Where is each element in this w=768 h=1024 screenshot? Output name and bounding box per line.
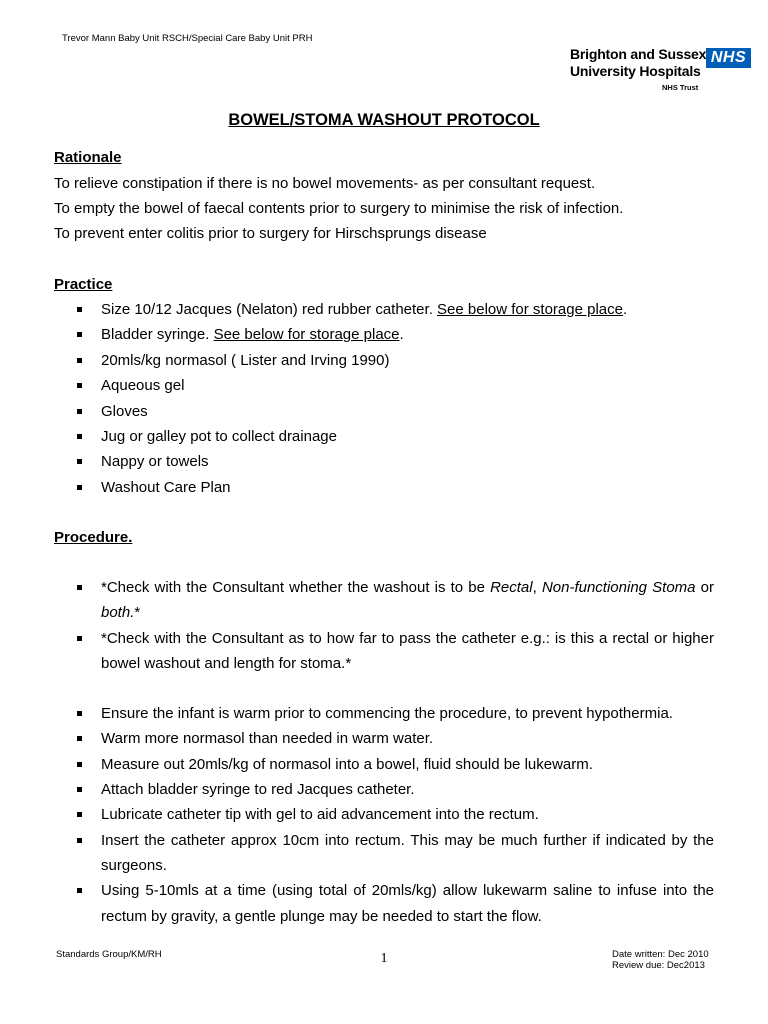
list-item: *Check with the Consultant as to how far to pass the catheter e.g.: is this a rectal or higher bowel washout and length for stoma.*: [0, 626, 714, 677]
document-header: Trevor Mann Baby Unit RSCH/Special Care Baby Unit PRH: [62, 33, 313, 44]
logo-line-1: Brighton and Sussex: [570, 46, 707, 62]
page-title: BOWEL/STOMA WASHOUT PROTOCOL: [228, 111, 540, 129]
practice-list: [0, 297, 627, 500]
list-item: Warm more normasol than needed in warm water.: [0, 726, 714, 751]
procedure-heading: Procedure.: [54, 529, 133, 546]
logo-line-2: University Hospitals: [570, 63, 701, 79]
list-item: Measure out 20mls/kg of normasol into a bowel, fluid should be lukewarm.: [0, 752, 714, 777]
review-due: Review due: Dec2013: [612, 960, 705, 971]
list-item: Gloves: [0, 399, 627, 424]
rationale-line: To relieve constipation if there is no bowel movements- as per consultant request.: [54, 175, 596, 192]
list-item: Washout Care Plan: [0, 475, 627, 500]
procedure-list: [0, 575, 714, 929]
footer-dates: [612, 949, 709, 971]
list-item: Size 10/12 Jacques (Nelaton) red rubber catheter. See below for storage place.: [0, 297, 627, 322]
list-item: Using 5-10mls at a time (using total of 20mls/kg) allow lukewarm saline to infuse into the rectum by gravity, a gentle plunge may be needed to start the flow.: [0, 878, 714, 929]
list-item: Ensure the infant is warm prior to commencing the procedure, to prevent hypothermia.: [0, 701, 714, 726]
list-item: Nappy or towels: [0, 449, 627, 474]
storage-link[interactable]: See below for storage place: [437, 301, 623, 318]
rationale-line: To empty the bowel of faecal contents prior to surgery to minimise the risk of infection.: [54, 200, 624, 217]
list-item: Bladder syringe. See below for storage place.: [0, 322, 627, 347]
list-item: Insert the catheter approx 10cm into rectum. This may be much further if indicated by the surgeons.: [0, 828, 714, 879]
list-item: *Check with the Consultant whether the washout is to be Rectal, Non-functioning Stoma or both.*: [0, 575, 714, 626]
rationale-heading: Rationale: [54, 149, 122, 166]
date-written: Date written: Dec 2010: [612, 949, 709, 960]
list-item: Lubricate catheter tip with gel to aid advancement into the rectum.: [0, 802, 714, 827]
practice-heading: Practice: [54, 276, 113, 293]
list-item: 20mls/kg normasol ( Lister and Irving 1990): [0, 348, 627, 373]
list-item: Jug or galley pot to collect drainage: [0, 424, 627, 449]
footer-author: Standards Group/KM/RH: [56, 949, 162, 960]
nhs-logo-icon: NHS: [706, 48, 751, 68]
list-item: Aqueous gel: [0, 373, 627, 398]
page-number: 1: [380, 951, 388, 966]
rationale-line: To prevent enter colitis prior to surgery for Hirschsprungs disease: [54, 225, 487, 242]
storage-link[interactable]: See below for storage place: [213, 326, 400, 344]
logo-trust: NHS Trust: [662, 83, 699, 92]
trust-logo: [570, 46, 760, 96]
list-item: Attach bladder syringe to red Jacques catheter.: [0, 777, 714, 802]
